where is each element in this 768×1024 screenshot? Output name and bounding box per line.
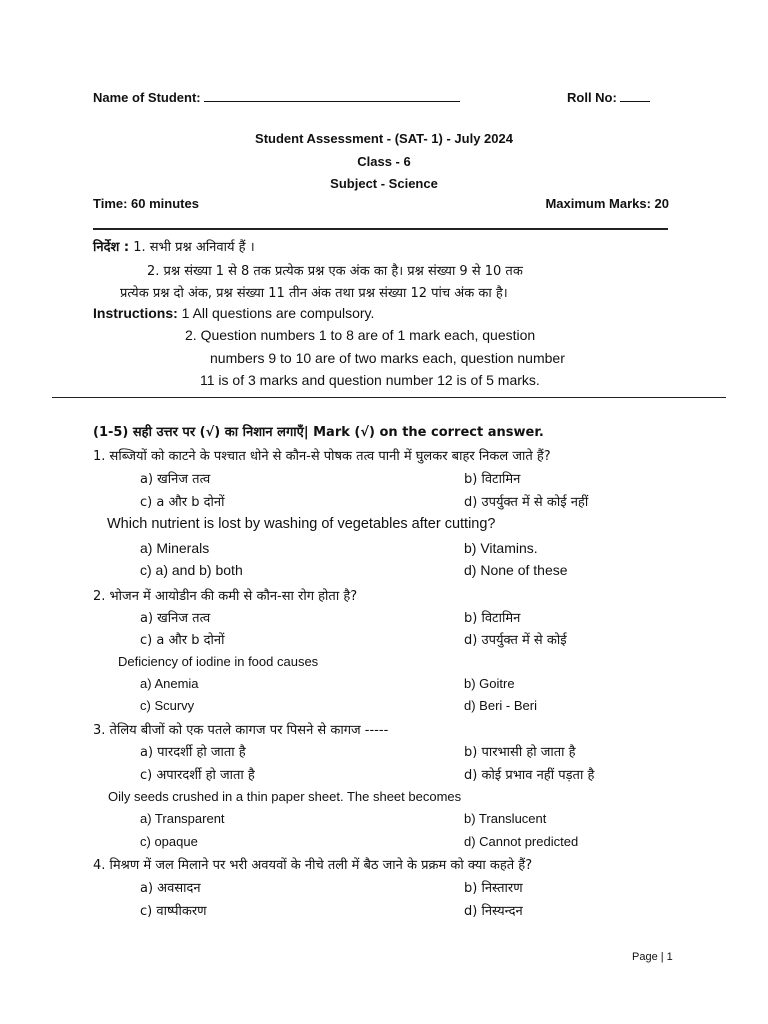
subject-label: Subject - Science: [330, 176, 438, 191]
q3-hindi-option-c[interactable]: c) अपारदर्शी हो जाता है: [140, 768, 255, 783]
question-2-hindi: 2. भोजन में आयोडीन की कमी से कौन-सा रोग होता है?: [93, 589, 358, 604]
instructions-line3: numbers 9 to 10 are of two marks each, question number: [210, 350, 565, 366]
q2-hindi-option-b[interactable]: b) विटामिन: [464, 611, 521, 626]
instructions-line1: [93, 305, 374, 321]
q1-hindi-option-a[interactable]: a) खनिज तत्व: [140, 472, 211, 487]
q3-option-c[interactable]: c) opaque: [140, 834, 198, 849]
question-3-hindi: 3. तेलिय बीजों को एक पतले कागज पर पिसने से कागज -----: [93, 723, 389, 738]
instructions-label: Instructions:: [93, 305, 178, 321]
hindi-directions-line3: प्रत्येक प्रश्न दो अंक, प्रश्न संख्या 11 तीन अंक तथा प्रश्न संख्या 12 पांच अंक का है।: [120, 286, 508, 301]
section-heading: (1-5) सही उत्तर पर (√) का निशान लगाएँ| Mark (√) on the correct answer.: [93, 425, 544, 440]
q1-hindi-option-b[interactable]: b) विटामिन: [464, 472, 521, 487]
roll-no-field[interactable]: [620, 101, 650, 102]
page-number: Page | 1: [632, 951, 673, 963]
max-marks-label: Maximum Marks: 20: [545, 196, 669, 211]
q4-hindi-option-b[interactable]: b) निस्तारण: [464, 881, 523, 896]
q1-hindi-option-c[interactable]: c) a और b दोनों: [140, 495, 225, 510]
instructions-divider: [52, 397, 726, 398]
instructions-line4: 11 is of 3 marks and question number 12 is of 5 marks.: [200, 372, 540, 388]
q3-option-b[interactable]: b) Translucent: [464, 811, 547, 826]
question-1-hindi: 1. सब्जियों को काटने के पश्चात धोने से कौन-से पोषक तत्व पानी में घुलकर बाहर निकल जाते हैं?: [93, 449, 551, 464]
q3-hindi-option-b[interactable]: b) पारभासी हो जाता है: [464, 745, 576, 760]
nirdesh-text-1: 1. सभी प्रश्न अनिवार्य हैं ।: [133, 240, 255, 255]
q4-hindi-option-a[interactable]: a) अवसादन: [140, 881, 201, 896]
q1-hindi-option-d[interactable]: d) उपर्युक्त में से कोई नहीं: [464, 495, 589, 510]
time-label: Time: 60 minutes: [93, 196, 199, 211]
q4-hindi-option-d[interactable]: d) निस्यन्दन: [464, 904, 523, 919]
assessment-title: Student Assessment - (SAT- 1) - July 2024: [255, 131, 513, 146]
roll-no-label-text: Roll No:: [567, 90, 617, 105]
header-divider: [93, 228, 668, 230]
instructions-line2: 2. Question numbers 1 to 8 are of 1 mark each, question: [185, 327, 536, 343]
student-name-label-text: Name of Student:: [93, 90, 201, 105]
hindi-directions-line1: [93, 237, 255, 255]
q2-hindi-option-d[interactable]: d) उपर्युक्त में से कोई: [464, 633, 567, 648]
student-name-field[interactable]: [204, 101, 460, 102]
q2-option-d[interactable]: d) Beri - Beri: [464, 698, 537, 713]
class-label: Class - 6: [357, 154, 411, 169]
q3-option-a[interactable]: a) Transparent: [140, 811, 225, 826]
q2-option-b[interactable]: b) Goitre: [464, 676, 515, 691]
q3-hindi-option-a[interactable]: a) पारदर्शी हो जाता है: [140, 745, 246, 760]
hindi-directions-line2: 2. प्रश्न संख्या 1 से 8 तक प्रत्येक प्रश्न एक अंक का है। प्रश्न संख्या 9 से 10 तक: [147, 264, 523, 279]
instructions-text-1: 1 All questions are compulsory.: [181, 305, 375, 321]
nirdesh-label: निर्देश :: [93, 240, 130, 255]
q1-option-c[interactable]: c) a) and b) both: [140, 562, 243, 578]
q2-option-a[interactable]: a) Anemia: [140, 676, 199, 691]
q2-option-c[interactable]: c) Scurvy: [140, 698, 195, 713]
q1-option-b[interactable]: b) Vitamins.: [464, 540, 538, 556]
q3-hindi-option-d[interactable]: d) कोई प्रभाव नहीं पड़ता है: [464, 768, 595, 783]
q3-option-d[interactable]: d) Cannot predicted: [464, 834, 579, 849]
q1-option-d[interactable]: d) None of these: [464, 562, 568, 578]
question-4-hindi: 4. मिश्रण में जल मिलाने पर भरी अवयवों के नीचे तली में बैठ जाने के प्रक्रम को क्या कहते हैं?: [93, 858, 533, 873]
roll-no-label: [567, 90, 650, 105]
question-2-english: Deficiency of iodine in food causes: [118, 654, 319, 669]
q1-option-a[interactable]: a) Minerals: [140, 540, 210, 556]
q2-hindi-option-a[interactable]: a) खनिज तत्व: [140, 611, 211, 626]
student-name-label: [93, 90, 460, 105]
question-3-english: Oily seeds crushed in a thin paper sheet. The sheet becomes: [108, 789, 462, 804]
q2-hindi-option-c[interactable]: c) a और b दोनों: [140, 633, 225, 648]
question-1-english: Which nutrient is lost by washing of vegetables after cutting?: [107, 516, 496, 532]
q4-hindi-option-c[interactable]: c) वाष्पीकरण: [140, 904, 207, 919]
